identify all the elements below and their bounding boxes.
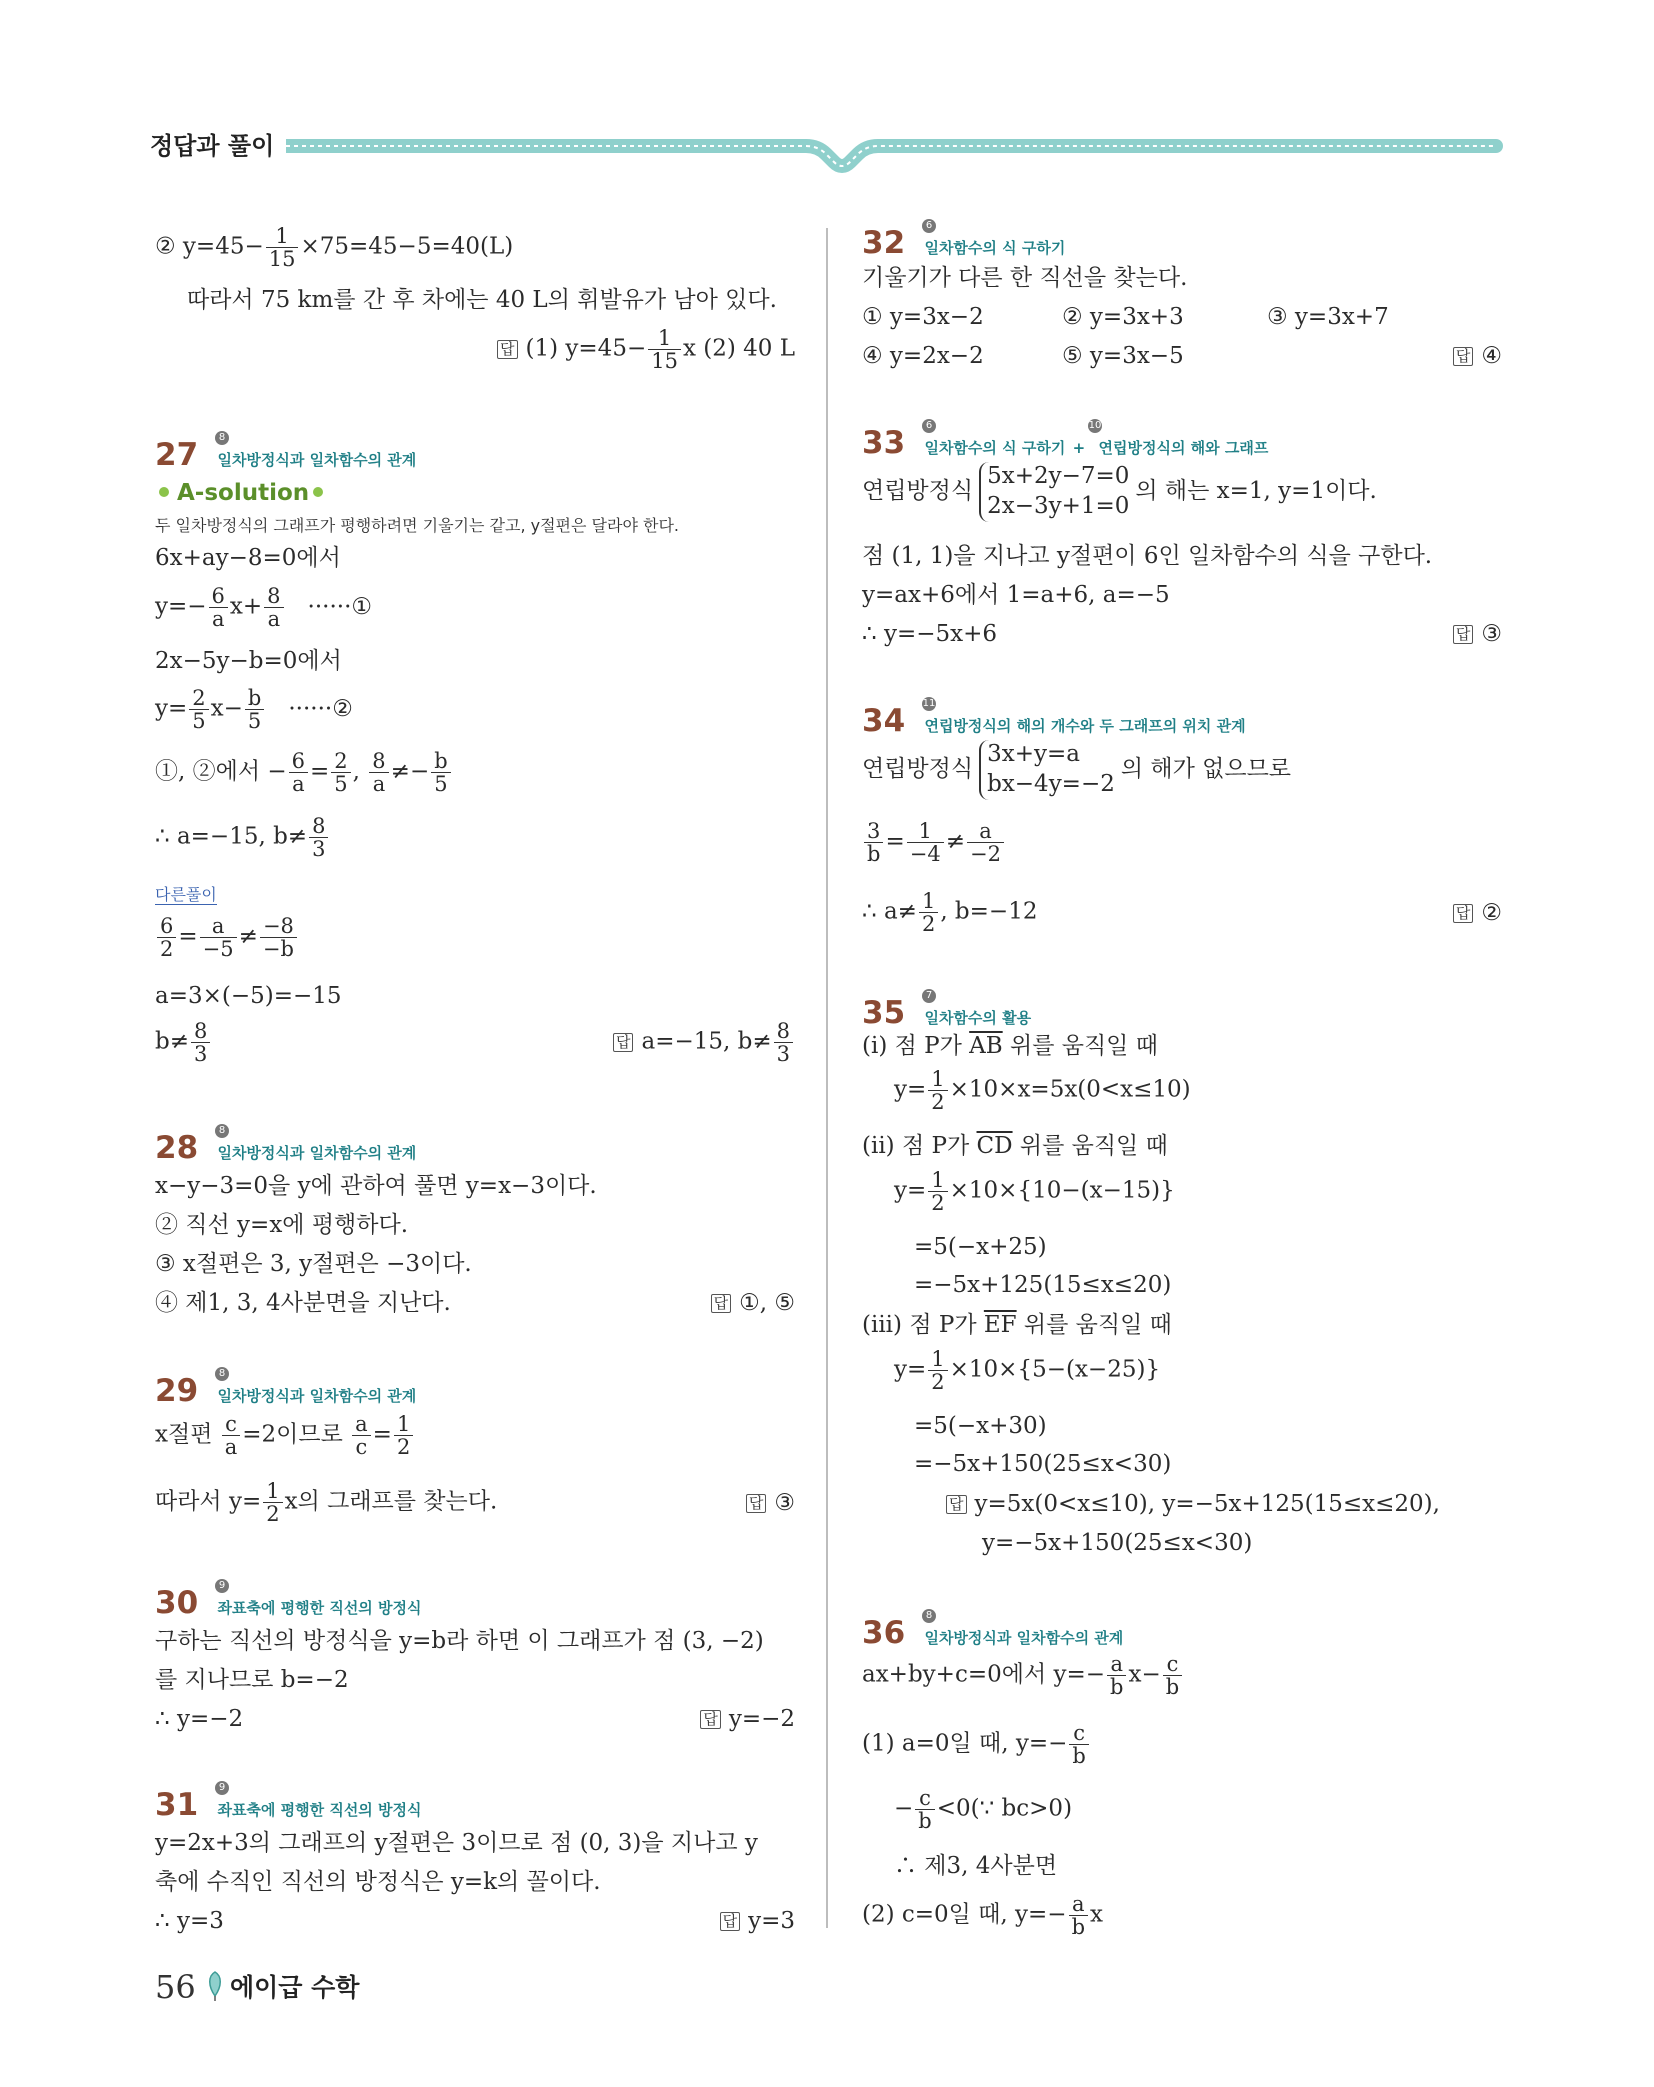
p27-heading: 27 일차방정식과 일차함수의 관계: [155, 437, 417, 473]
p30-line1: 구하는 직선의 방정식을 y=b라 하면 이 그래프가 점 (3, −2): [155, 1628, 764, 1654]
p27-line6: ∴ a=−15, b≠ $\frac{8}{3}$: [155, 815, 330, 860]
page-number: 56: [155, 1968, 196, 2006]
p36-line4: ∴ 제3, 4사분면: [894, 1853, 1058, 1879]
p27-alt-label: 다른풀이: [155, 885, 217, 904]
p33-answer: 답 ③: [1453, 621, 1502, 647]
p31-line3: ∴ y=3: [155, 1908, 224, 1934]
balloon-icon: [205, 1970, 225, 2002]
p34-line3: ∴ a≠ $\frac{1}{2}$ , b=−12: [862, 889, 1038, 937]
header-title: 정답과 풀이: [150, 132, 275, 160]
p32-heading: 32 일차함수의 식 구하기: [862, 225, 1066, 261]
p34-line2: $\frac{3}{b}$ = $\frac{1}{-4}$ ≠ $\frac{a}{-2}$: [862, 820, 1006, 865]
p33-tag-number2: 10: [1088, 420, 1102, 431]
p28-line3: ③ x절편은 3, y절편은 −3이다.: [155, 1251, 472, 1277]
p32-tag-number: 6: [922, 219, 936, 233]
p27-line2: y=− $\frac{6}{a}$ x+ $\frac{8}{a}$ ······①: [155, 584, 373, 632]
p29-tag-number: 8: [215, 1367, 229, 1381]
p32-option2: ② y=3x+3: [1062, 304, 1184, 330]
p35-line3: (ii) 점 P가 $\overline{CD}$ 위를 움직일 때: [862, 1133, 1168, 1159]
p35-answer-cont: y=−5x+150(25≤x<30): [982, 1530, 1253, 1556]
p34-system: 3x+y=a bx−4y=−2: [979, 740, 1115, 800]
p33-line2: 점 (1, 1)을 지나고 y절편이 6인 일차함수의 식을 구한다.: [862, 543, 1433, 569]
p27-line1: 6x+ay−8=0에서: [155, 545, 341, 571]
p33-line1: 연립방정식 5x+2y−7=0 2x−3y+1=0 의 해는 x=1, y=1이다.: [862, 462, 1377, 522]
p28-line2: ② 직선 y=x에 평행하다.: [155, 1212, 409, 1238]
p35-heading: 35 일차함수의 활용: [862, 995, 1032, 1031]
p34-tag-number: 11: [922, 698, 936, 709]
p32-answer: 답 ④: [1453, 343, 1502, 369]
p27-tag-number: 8: [215, 431, 229, 445]
p27-answer: 답 a=−15, b≠ $\frac{8}{3}$: [613, 1020, 795, 1065]
p35-line1: (i) 점 P가 $\overline{AB}$ 위를 움직일 때: [862, 1033, 1158, 1059]
p36-line5: (2) c=0일 때, y=− $\frac{a}{b}$ x: [862, 1892, 1104, 1940]
p34-heading: 34 연립방정식의 해의 개수와 두 그래프의 위치 관계: [862, 703, 1246, 739]
p27-asolution-text: 두 일차방정식의 그래프가 평행하려면 기울기는 같고, y절편은 달라야 한다.: [155, 516, 680, 535]
p28-tag-number: 8: [215, 1124, 229, 1138]
column-divider: [826, 228, 828, 1928]
p27-line9: b≠ $\frac{8}{3}$: [155, 1020, 212, 1065]
p34-answer: 답 ②: [1453, 900, 1502, 926]
p28-heading: 28 일차방정식과 일차함수의 관계: [155, 1130, 417, 1166]
p28-answer: 답 ①, ⑤: [711, 1290, 795, 1316]
p35-line4: y= $\frac{1}{2}$ ×10×{10−(x−15)}: [894, 1168, 1175, 1216]
p35-line8: y= $\frac{1}{2}$ ×10×{5−(x−25)}: [894, 1347, 1161, 1395]
p29-line1: x절편 $\frac{c}{a}$ =2이므로 $\frac{a}{c}$ = $\frac{1}{2}$: [155, 1413, 415, 1458]
p36-tag-number: 8: [922, 1609, 936, 1623]
p27-line7: $\frac{6}{2}$ = $\frac{a}{-5}$ ≠ $\frac{-8}{-b}$: [155, 915, 299, 960]
p35-line5: =5(−x+25): [914, 1234, 1047, 1260]
brand-logo: 에이급 수학: [230, 1973, 360, 2002]
p31-tag-number: 9: [215, 1781, 229, 1795]
p31-answer: 답 y=3: [720, 1908, 795, 1934]
p32-line1: 기울기가 다른 한 직선을 찾는다.: [862, 265, 1188, 291]
p35-line10: =−5x+150(25≤x<30): [914, 1451, 1172, 1477]
p30-line2: 를 지나므로 b=−2: [155, 1667, 349, 1693]
p26-line1: ② y=45− $\frac{1}{15}$ ×75=45−5=40(L): [155, 224, 514, 272]
p26-line2: 따라서 75 km를 간 후 차에는 40 L의 휘발유가 남아 있다.: [187, 287, 777, 313]
p29-line2: 따라서 y= $\frac{1}{2}$ x의 그래프를 찾는다.: [155, 1479, 498, 1527]
p28-line1: x−y−3=0을 y에 관하여 풀면 y=x−3이다.: [155, 1173, 597, 1199]
p33-tag-number: 6: [922, 419, 936, 433]
p35-line7: (iii) 점 P가 $\overline{EF}$ 위를 움직일 때: [862, 1312, 1172, 1338]
p27-asolution: A-solution: [155, 480, 331, 508]
p31-heading: 31 좌표축에 평행한 직선의 방정식: [155, 1787, 422, 1823]
p32-option5: ⑤ y=3x−5: [1062, 343, 1184, 369]
p35-line9: =5(−x+30): [914, 1413, 1047, 1439]
p34-line1: 연립방정식 3x+y=a bx−4y=−2 의 해가 없으므로: [862, 740, 1291, 800]
p32-option1: ① y=3x−2: [862, 304, 984, 330]
p27-line4: y= $\frac{2}{5}$ x− $\frac{b}{5}$ ······②: [155, 686, 353, 734]
p26-answer: 답 (1) y=45− $\frac{1}{15}$ x (2) 40 L: [497, 327, 795, 372]
p31-line2: 축에 수직인 직선의 방정식은 y=k의 꼴이다.: [155, 1869, 601, 1895]
p35-line2: y= $\frac{1}{2}$ ×10×x=5x(0<x≤10): [894, 1067, 1191, 1115]
p31-line1: y=2x+3의 그래프의 y절편은 3이므로 점 (0, 3)을 지나고 y: [155, 1830, 758, 1856]
p36-heading: 36 일차방정식과 일차함수의 관계: [862, 1615, 1124, 1651]
p36-line2: (1) a=0일 때, y=− $\frac{c}{b}$: [862, 1722, 1091, 1767]
p30-line3: ∴ y=−2: [155, 1706, 244, 1732]
p33-line3: y=ax+6에서 1=a+6, a=−5: [862, 582, 1170, 608]
p35-answer: 답 y=5x(0<x≤10), y=−5x+125(15≤x≤20),: [946, 1491, 1440, 1519]
p33-system: 5x+2y−7=0 2x−3y+1=0: [979, 462, 1129, 522]
p27-line8: a=3×(−5)=−15: [155, 983, 342, 1009]
p27-line3: 2x−5y−b=0에서: [155, 648, 342, 674]
p33-heading: 33 일차함수의 식 구하기 + 연립방정식의 해와 그래프: [862, 425, 1269, 461]
p29-heading: 29 일차방정식과 일차함수의 관계: [155, 1373, 417, 1409]
p36-line3: − $\frac{c}{b}$ <0(∵ bc>0): [894, 1786, 1073, 1834]
header-ribbon: [286, 128, 1506, 178]
p35-line6: =−5x+125(15≤x≤20): [914, 1272, 1172, 1298]
p36-line1: ax+by+c=0에서 y=− $\frac{a}{b}$ x− $\frac{c}{b}$: [862, 1653, 1184, 1698]
p30-tag-number: 9: [215, 1579, 229, 1593]
p30-answer: 답 y=−2: [700, 1706, 795, 1732]
p27-line5: ①, ②에서 − $\frac{6}{a}$ = $\frac{2}{5}$ , $\frac{8}{a}$ ≠− $\frac{b}{5}$: [155, 750, 453, 795]
p28-line4: ④ 제1, 3, 4사분면을 지난다.: [155, 1290, 451, 1316]
p30-heading: 30 좌표축에 평행한 직선의 방정식: [155, 1585, 422, 1621]
p35-tag-number: 7: [922, 989, 936, 1003]
p32-option4: ④ y=2x−2: [862, 343, 984, 369]
p29-answer: 답 ③: [746, 1490, 795, 1516]
p33-line4: ∴ y=−5x+6: [862, 621, 997, 647]
p32-option3: ③ y=3x+7: [1267, 304, 1389, 330]
